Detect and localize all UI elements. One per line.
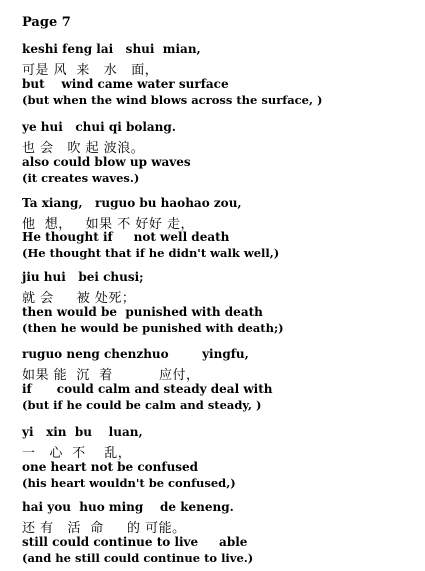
chinese-line: 可是 风 来 水 面， bbox=[22, 63, 159, 78]
chinese-line: 他 想， 如果 不 好好 走， bbox=[22, 217, 195, 232]
translation-line: (He thought that if he didn't walk well,) bbox=[22, 246, 280, 260]
pinyin-line: ruguo neng chenzhuo yingfu, bbox=[22, 347, 249, 361]
pinyin-line: ye hui chui qi bolang. bbox=[22, 120, 176, 134]
translation-line: (his heart wouldn't be confused,) bbox=[22, 476, 236, 490]
pinyin-line: Ta xiang, ruguo bu haohao zou, bbox=[22, 196, 242, 210]
translation-line: (it creates waves.) bbox=[22, 171, 140, 185]
gloss-line: still could continue to live able bbox=[22, 535, 248, 549]
gloss-line: one heart not be confused bbox=[22, 460, 199, 474]
pinyin-line: jiu hui bei chusi; bbox=[22, 270, 144, 284]
page-title: Page 7 bbox=[22, 15, 71, 30]
gloss-line: then would be punished with death bbox=[22, 305, 263, 319]
pinyin-line: keshi feng lai shui mian, bbox=[22, 42, 201, 56]
pinyin-line: hai you huo ming de keneng. bbox=[22, 500, 234, 514]
chinese-line: 还 有 活 命 的 可能。 bbox=[22, 521, 186, 536]
chinese-line: 一 心 不 乱， bbox=[22, 446, 132, 461]
chinese-line: 也 会 吹 起 波浪。 bbox=[22, 141, 145, 156]
translation-line: (but when the wind blows across the surface, ) bbox=[22, 93, 323, 107]
gloss-line: but wind came water surface bbox=[22, 77, 229, 91]
chinese-line: 如果 能 沉 着 应付， bbox=[22, 368, 200, 383]
translation-line: (but if he could be calm and steady, ) bbox=[22, 398, 262, 412]
translation-line: (then he would be punished with death;) bbox=[22, 321, 284, 335]
pinyin-line: yi xin bu luan, bbox=[22, 425, 143, 439]
chinese-line: 就 会 被 处死； bbox=[22, 291, 136, 306]
gloss-line: He thought if not well death bbox=[22, 230, 230, 244]
gloss-line: if could calm and steady deal with bbox=[22, 382, 273, 396]
gloss-line: also could blow up waves bbox=[22, 155, 191, 169]
translation-line: (and he still could continue to live.) bbox=[22, 551, 254, 565]
